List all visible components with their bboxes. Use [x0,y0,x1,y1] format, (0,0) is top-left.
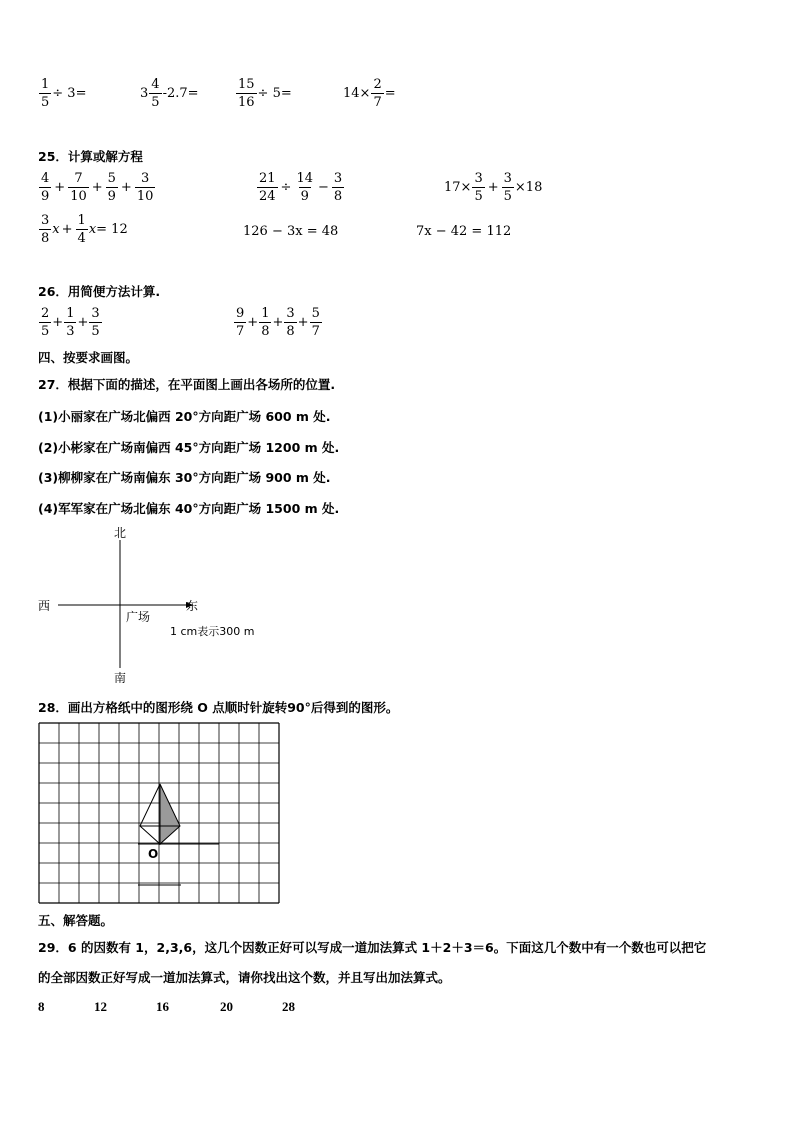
expr-row1-1: $\frac{1}{5}$ ÷ 3= [41,77,87,110]
section-4-heading: 四、按要求画图。 [38,350,139,365]
q25-expr-1: $\frac{4}{9}$ + $\frac{7}{10}$ + $\frac{5}{9}$ + $\frac{3}{10}$ [41,171,154,204]
fraction: $\frac{1}{8}$ [261,306,270,339]
q25-title: 25．计算或解方程 [38,149,143,164]
fraction: $\frac{14}{9}$ [296,171,313,204]
q26-expr-1: $\frac{2}{5}$ + $\frac{1}{3}$ + $\frac{3}{5}$ [41,306,100,339]
q25-equation-3: 7x − 42 = 112 [416,224,512,239]
scale-label: 1 cm表示300 m [170,625,255,638]
q28-title: 28．画出方格纸中的图形绕 O 点顺时针旋转90°后得到的图形。 [38,700,399,715]
fraction: $\frac{2}{5}$ [41,306,50,339]
fraction: $\frac{3}{5}$ [474,171,483,204]
outline-triangle [140,784,160,844]
origin-label: O [148,847,159,861]
section-5-heading: 五、解答题。 [38,913,114,928]
south-label: 南 [114,671,127,685]
fraction: $\frac{9}{7}$ [236,306,245,339]
fraction: $\frac{3}{8}$ [41,213,50,246]
shaded-triangle [160,784,180,844]
fraction: $\frac{5}{7}$ [311,306,320,339]
q25-expr-3: 17× $\frac{3}{5}$ + $\frac{3}{5}$ ×18 [444,171,543,204]
q27-item-2: (2)小彬家在广场南偏西 45°方向距广场 1200 m 处. [38,440,340,455]
east-label: 东 [186,599,199,613]
q27-item-1: (1)小丽家在广场北偏西 20°方向距广场 600 m 处. [38,409,331,424]
number-option: 12 [94,999,107,1014]
number-option: 28 [282,999,295,1014]
fraction: $\frac{1}{3}$ [66,306,75,339]
grid-lines [39,723,279,903]
fraction: $\frac{3}{8}$ [333,171,343,204]
north-label: 北 [114,526,127,540]
q27-title: 27．根据下面的描述，在平面图上画出各场所的位置. [38,377,336,392]
q26-title: 26．用简便方法计算. [38,284,161,299]
fraction: $\frac{3}{5}$ [91,306,100,339]
fraction: $\frac{3}{8}$ [286,306,295,339]
fraction: $\frac{2}{7}$ [373,77,382,110]
fraction: $\frac{4}{5}$ [151,77,160,110]
number-option: 8 [38,999,45,1014]
rotation-grid [38,722,284,910]
square-label: 广场 [126,610,151,624]
fraction: $\frac{3}{5}$ [503,171,512,204]
q29-text-line-2: 的全部因数正好写成一道加法算式，请你找出这个数，并且写出加法算式。 [38,970,451,985]
expr-row1-4: 14× $\frac{2}{7}$ = [343,77,396,110]
number-option: 16 [156,999,169,1014]
q29-text-line-1: 29．6 的因数有 1，2,3,6，这几个因数正好可以写成一道加法算式 1＋2＋3＝6。下面这几个数中有一个数也可以把它 [38,940,707,955]
fraction: $\frac{15}{16}$ [238,77,255,110]
fraction: $\frac{21}{24}$ [259,171,276,204]
fraction: $\frac{1}{4}$ [77,213,86,246]
number-option: 20 [220,999,233,1014]
fraction: $\frac{3}{10}$ [136,171,154,204]
q26-expr-2: $\frac{9}{7}$ + $\frac{1}{8}$ + $\frac{3}{8}$ + $\frac{5}{7}$ [236,306,320,339]
west-label: 西 [38,599,51,613]
expr-row1-2: 3 $\frac{4}{5}$ -2.7= [140,77,199,110]
q25-equation-2: 126 − 3x = 48 [243,224,339,239]
q27-item-3: (3)柳柳家在广场南偏东 30°方向距广场 900 m 处. [38,470,331,485]
fraction: $\frac{1}{5}$ [41,77,50,110]
fraction: $\frac{5}{9}$ [107,171,116,204]
fraction: $\frac{7}{10}$ [70,171,87,204]
q27-item-4: (4)军军家在广场北偏东 40°方向距广场 1500 m 处. [38,501,340,516]
q25-equation-1: $\frac{3}{8}$ x + $\frac{1}{4}$ x = 12 [41,213,128,246]
compass-diagram [30,522,270,688]
expr-row1-3: $\frac{15}{16}$ ÷ 5= [238,77,292,110]
fraction: $\frac{4}{9}$ [41,171,50,204]
q25-expr-2: $\frac{21}{24}$ ÷ $\frac{14}{9}$ − $\frac{3}{8}$ [259,171,343,204]
